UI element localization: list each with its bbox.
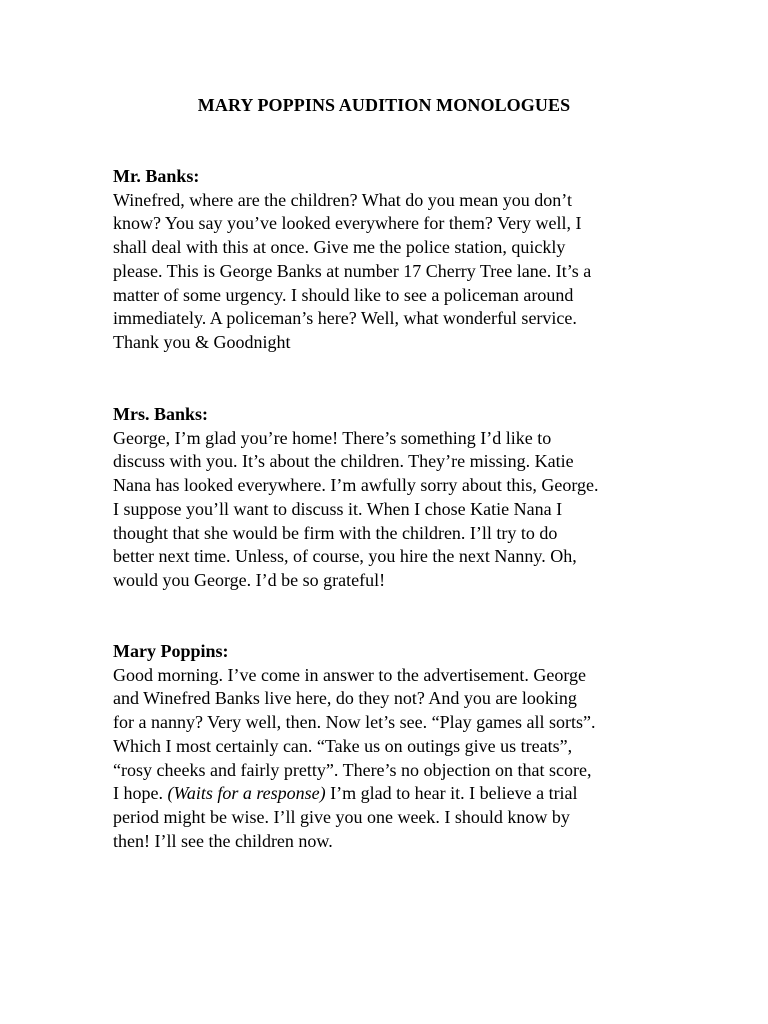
monologue-line: immediately. A policeman’s here? Well, what wonderful service. bbox=[113, 308, 577, 329]
monologue-line: better next time. Unless, of course, you hire the next Nanny. Oh, bbox=[113, 546, 577, 567]
monologue-line: matter of some urgency. I should like to see a policeman around bbox=[113, 284, 574, 305]
monologue-mr-banks bbox=[113, 165, 673, 355]
monologue-line: “rosy cheeks and fairly pretty”. There’s no objection on that score, bbox=[113, 759, 592, 780]
monologue-line: George, I’m glad you’re home! There’s something I’d like to bbox=[113, 427, 552, 448]
line-text: I hope. bbox=[113, 783, 168, 804]
monologue-line-with-direction bbox=[113, 782, 673, 806]
stage-direction: (Waits for a response) bbox=[167, 783, 326, 804]
monologue-line: Nana has looked everywhere. I’m awfully sorry about this, George. bbox=[113, 475, 599, 496]
monologue-line: Winefred, where are the children? What do you mean you don’t bbox=[113, 189, 572, 210]
monologue-line: Which I most certainly can. “Take us on outings give us treats”, bbox=[113, 735, 573, 756]
monologue-line: for a nanny? Very well, then. Now let’s see. “Play games all sorts”. bbox=[113, 712, 596, 733]
monologue-heading: Mary Poppins: bbox=[113, 641, 229, 661]
monologue-line: Thank you & Goodnight bbox=[113, 331, 291, 352]
monologue-line: and Winefred Banks live here, do they not? And you are looking bbox=[113, 688, 577, 709]
monologue-line: then! I’ll see the children now. bbox=[113, 830, 333, 851]
monologue-line: thought that she would be firm with the children. I’ll try to do bbox=[113, 522, 558, 543]
monologue-line: please. This is George Banks at number 17 Cherry Tree lane. It’s a bbox=[113, 260, 592, 281]
monologue-line: discuss with you. It’s about the children. They’re missing. Katie bbox=[113, 451, 574, 472]
document-title: MARY POPPINS AUDITION MONOLOGUES bbox=[197, 95, 571, 115]
monologue-line: Good morning. I’ve come in answer to the advertisement. George bbox=[113, 664, 587, 685]
monologue-heading: Mr. Banks: bbox=[113, 166, 200, 186]
monologue-line: shall deal with this at once. Give me the police station, quickly bbox=[113, 237, 566, 258]
monologue-mary-poppins bbox=[113, 640, 673, 853]
line-text: I’m glad to hear it. I believe a trial bbox=[325, 783, 578, 804]
monologue-heading: Mrs. Banks: bbox=[113, 404, 209, 424]
monologue-line: I suppose you’ll want to discuss it. When I chose Katie Nana I bbox=[113, 498, 563, 519]
monologue-line: would you George. I’d be so grateful! bbox=[113, 569, 386, 590]
monologue-line: period might be wise. I’ll give you one week. I should know by bbox=[113, 806, 570, 827]
monologue-line: know? You say you’ve looked everywhere for them? Very well, I bbox=[113, 213, 582, 234]
monologue-mrs-banks bbox=[113, 403, 673, 593]
